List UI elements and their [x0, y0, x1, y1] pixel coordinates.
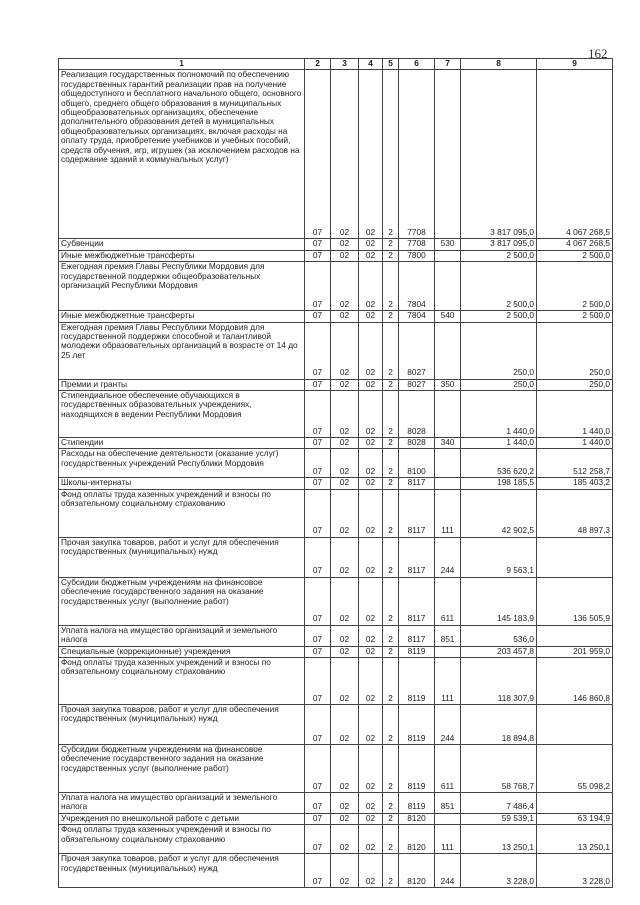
table-row	[59, 262, 613, 311]
item-code: 8119	[399, 646, 435, 657]
row-name: Школы-интернаты	[59, 478, 305, 489]
item-code: 8117	[399, 537, 435, 577]
row-name: Иные межбюджетные трансферты	[59, 250, 305, 261]
amount-year-2	[537, 705, 613, 745]
section-code: 07	[305, 311, 331, 322]
expense-type-code: 244	[435, 705, 461, 745]
amount-year-1: 42 902,5	[461, 489, 537, 537]
row-name: Иные межбюджетные трансферты	[59, 311, 305, 322]
table-row	[59, 322, 613, 379]
subprogram-code: 2	[383, 577, 399, 625]
table-row	[59, 438, 613, 449]
column-header: 1	[59, 59, 305, 70]
section-code: 07	[305, 658, 331, 705]
program-code: 02	[359, 489, 383, 537]
subprogram-code: 2	[383, 262, 399, 311]
amount-year-2: 55 098,2	[537, 745, 613, 793]
subprogram-code: 2	[383, 537, 399, 577]
program-code: 02	[359, 70, 383, 239]
section-code: 07	[305, 705, 331, 745]
section-code: 07	[305, 813, 331, 824]
row-name: Стипендиальное обеспечение обучающихся в государственных образовательных учреждениях, находящихся в ведении Республики Мордовия	[59, 391, 305, 438]
item-code: 7800	[399, 250, 435, 261]
table-row	[59, 705, 613, 745]
amount-year-1: 59 539,1	[461, 813, 537, 824]
table-row	[59, 658, 613, 705]
subsection-code: 02	[331, 489, 359, 537]
amount-year-1: 118 307,9	[461, 658, 537, 705]
program-code: 02	[359, 379, 383, 390]
amount-year-2: 4 067 268,5	[537, 70, 613, 239]
subsection-code: 02	[331, 438, 359, 449]
program-code: 02	[359, 646, 383, 657]
column-header: 3	[331, 59, 359, 70]
subprogram-code: 2	[383, 745, 399, 793]
budget-table	[58, 58, 613, 888]
amount-year-2: 512 258,7	[537, 449, 613, 478]
amount-year-1: 3 228,0	[461, 854, 537, 888]
subsection-code: 02	[331, 449, 359, 478]
expense-type-code	[435, 449, 461, 478]
page-number: 162	[588, 46, 608, 61]
expense-type-code: 851	[435, 625, 461, 646]
subprogram-code: 2	[383, 658, 399, 705]
expense-type-code	[435, 391, 461, 438]
item-code: 8117	[399, 489, 435, 537]
amount-year-2: 2 500,0	[537, 262, 613, 311]
section-code: 07	[305, 825, 331, 854]
row-name: Прочая закупка товаров, работ и услуг для обеспечения государственных (муниципальных) нужд	[59, 537, 305, 577]
program-code: 02	[359, 658, 383, 705]
row-name: Субсидии бюджетным учреждениям на финансовое обеспечение государственного задания на оказание государственных услуг (выполнение работ)	[59, 577, 305, 625]
row-name: Субсидии бюджетным учреждениям на финансовое обеспечение государственного задания на оказание государственных услуг (выполнение работ)	[59, 745, 305, 793]
section-code: 07	[305, 449, 331, 478]
section-code: 07	[305, 577, 331, 625]
row-name: Специальные (коррекционные) учреждения	[59, 646, 305, 657]
item-code: 7708	[399, 239, 435, 250]
table-row	[59, 854, 613, 888]
amount-year-2: 250,0	[537, 379, 613, 390]
subsection-code: 02	[331, 705, 359, 745]
expense-type-code	[435, 813, 461, 824]
amount-year-2: 250,0	[537, 322, 613, 379]
subprogram-code: 2	[383, 793, 399, 814]
expense-type-code: 851	[435, 793, 461, 814]
amount-year-2: 185 403,2	[537, 478, 613, 489]
amount-year-2	[537, 625, 613, 646]
table-row	[59, 449, 613, 478]
amount-year-2: 2 500,0	[537, 250, 613, 261]
subsection-code: 02	[331, 70, 359, 239]
section-code: 07	[305, 239, 331, 250]
subprogram-code: 2	[383, 489, 399, 537]
item-code: 8028	[399, 391, 435, 438]
section-code: 07	[305, 854, 331, 888]
subprogram-code: 2	[383, 478, 399, 489]
amount-year-1: 250,0	[461, 322, 537, 379]
table-row	[59, 478, 613, 489]
amount-year-2: 63 194,9	[537, 813, 613, 824]
row-name: Ежегодная премия Главы Республики Мордовия для государственной поддержки способной и талантливой молодежи образовательных организаций в возрасте от 14 до 25 лет	[59, 322, 305, 379]
expense-type-code: 350	[435, 379, 461, 390]
amount-year-1: 3 817 095,0	[461, 239, 537, 250]
amount-year-1: 250,0	[461, 379, 537, 390]
subprogram-code: 2	[383, 854, 399, 888]
subsection-code: 02	[331, 322, 359, 379]
program-code: 02	[359, 793, 383, 814]
subsection-code: 02	[331, 854, 359, 888]
table-row	[59, 311, 613, 322]
item-code: 8119	[399, 705, 435, 745]
subsection-code: 02	[331, 793, 359, 814]
program-code: 02	[359, 239, 383, 250]
item-code: 8119	[399, 793, 435, 814]
subprogram-code: 2	[383, 379, 399, 390]
section-code: 07	[305, 379, 331, 390]
amount-year-2: 201 959,0	[537, 646, 613, 657]
amount-year-2: 13 250,1	[537, 825, 613, 854]
subsection-code: 02	[331, 658, 359, 705]
amount-year-1: 536 620,2	[461, 449, 537, 478]
amount-year-1: 198 185,5	[461, 478, 537, 489]
program-code: 02	[359, 391, 383, 438]
amount-year-2: 146 860,8	[537, 658, 613, 705]
program-code: 02	[359, 854, 383, 888]
amount-year-1: 7 486,4	[461, 793, 537, 814]
subprogram-code: 2	[383, 311, 399, 322]
program-code: 02	[359, 705, 383, 745]
expense-type-code: 111	[435, 658, 461, 705]
expense-type-code	[435, 478, 461, 489]
subprogram-code: 2	[383, 813, 399, 824]
section-code: 07	[305, 478, 331, 489]
section-code: 07	[305, 262, 331, 311]
subsection-code: 02	[331, 239, 359, 250]
subprogram-code: 2	[383, 646, 399, 657]
subsection-code: 02	[331, 813, 359, 824]
amount-year-2	[537, 793, 613, 814]
program-code: 02	[359, 577, 383, 625]
row-name: Премии и гранты	[59, 379, 305, 390]
row-name: Уплата налога на имущество организаций и земельного налога	[59, 625, 305, 646]
subsection-code: 02	[331, 379, 359, 390]
amount-year-2: 4 067 268,5	[537, 239, 613, 250]
row-name: Учреждения по внешкольной работе с детьми	[59, 813, 305, 824]
table-header-row	[59, 59, 613, 70]
item-code: 8117	[399, 577, 435, 625]
row-name: Стипендии	[59, 438, 305, 449]
amount-year-1: 203 457,8	[461, 646, 537, 657]
program-code: 02	[359, 813, 383, 824]
table-row	[59, 577, 613, 625]
amount-year-1: 58 768,7	[461, 745, 537, 793]
table-row	[59, 625, 613, 646]
section-code: 07	[305, 391, 331, 438]
subsection-code: 02	[331, 537, 359, 577]
subsection-code: 02	[331, 250, 359, 261]
program-code: 02	[359, 262, 383, 311]
amount-year-1: 2 500,0	[461, 262, 537, 311]
expense-type-code	[435, 70, 461, 239]
amount-year-1: 13 250,1	[461, 825, 537, 854]
program-code: 02	[359, 250, 383, 261]
table-row	[59, 70, 613, 239]
item-code: 8119	[399, 745, 435, 793]
expense-type-code	[435, 250, 461, 261]
subsection-code: 02	[331, 391, 359, 438]
section-code: 07	[305, 625, 331, 646]
expense-type-code: 530	[435, 239, 461, 250]
expense-type-code: 244	[435, 537, 461, 577]
subprogram-code: 2	[383, 825, 399, 854]
program-code: 02	[359, 311, 383, 322]
table-row	[59, 379, 613, 390]
program-code: 02	[359, 625, 383, 646]
item-code: 8119	[399, 658, 435, 705]
program-code: 02	[359, 745, 383, 793]
section-code: 07	[305, 250, 331, 261]
section-code: 07	[305, 322, 331, 379]
amount-year-1: 2 500,0	[461, 311, 537, 322]
row-name: Реализация государственных полномочий по обеспечению государственных гарантий реализации прав на получение общедоступного и бесплатного начального общего, основного общего, среднего общего образования в муниципальных общеобразовательных организациях, обеспечение дополнительного образования детей в муниципальных общеобразовательных организациях, включая расходы на оплату труда, приобретение учебников и учебных пособий, средств обучения, игр, игрушек (за исключением расходов на содержание зданий и коммунальных услуг)	[59, 70, 305, 239]
item-code: 8028	[399, 438, 435, 449]
subprogram-code: 2	[383, 250, 399, 261]
amount-year-2: 1 440,0	[537, 438, 613, 449]
expense-type-code: 244	[435, 854, 461, 888]
table-row	[59, 537, 613, 577]
item-code: 8120	[399, 854, 435, 888]
row-name: Уплата налога на имущество организаций и земельного налога	[59, 793, 305, 814]
amount-year-2: 1 440,0	[537, 391, 613, 438]
subprogram-code: 2	[383, 322, 399, 379]
subsection-code: 02	[331, 311, 359, 322]
program-code: 02	[359, 438, 383, 449]
subsection-code: 02	[331, 625, 359, 646]
subsection-code: 02	[331, 262, 359, 311]
column-header: 8	[461, 59, 537, 70]
amount-year-1: 536,0	[461, 625, 537, 646]
section-code: 07	[305, 793, 331, 814]
subsection-code: 02	[331, 825, 359, 854]
program-code: 02	[359, 537, 383, 577]
subprogram-code: 2	[383, 438, 399, 449]
amount-year-1: 145 183,9	[461, 577, 537, 625]
program-code: 02	[359, 322, 383, 379]
table-row	[59, 793, 613, 814]
table-row	[59, 239, 613, 250]
program-code: 02	[359, 449, 383, 478]
amount-year-1: 1 440,0	[461, 391, 537, 438]
table-row	[59, 646, 613, 657]
column-header: 5	[383, 59, 399, 70]
item-code: 8117	[399, 478, 435, 489]
table-row	[59, 250, 613, 261]
item-code: 8120	[399, 825, 435, 854]
expense-type-code: 611	[435, 745, 461, 793]
amount-year-2: 48 897,3	[537, 489, 613, 537]
expense-type-code	[435, 646, 461, 657]
subsection-code: 02	[331, 646, 359, 657]
subsection-code: 02	[331, 478, 359, 489]
program-code: 02	[359, 478, 383, 489]
item-code: 8027	[399, 379, 435, 390]
section-code: 07	[305, 537, 331, 577]
column-header: 7	[435, 59, 461, 70]
subprogram-code: 2	[383, 625, 399, 646]
table-row	[59, 489, 613, 537]
row-name: Ежегодная премия Главы Республики Мордовия для государственной поддержки общеобразовательных организаций Республики Мордовия	[59, 262, 305, 311]
amount-year-1: 3 817 095,0	[461, 70, 537, 239]
item-code: 8117	[399, 625, 435, 646]
table-row	[59, 813, 613, 824]
item-code: 8027	[399, 322, 435, 379]
column-header: 6	[399, 59, 435, 70]
row-name: Расходы на обеспечение деятельности (оказание услуг) государственных учреждений Республики Мордовия	[59, 449, 305, 478]
subsection-code: 02	[331, 745, 359, 793]
amount-year-1: 18 894,8	[461, 705, 537, 745]
table-row	[59, 391, 613, 438]
expense-type-code	[435, 322, 461, 379]
section-code: 07	[305, 745, 331, 793]
row-name: Субвенции	[59, 239, 305, 250]
row-name: Прочая закупка товаров, работ и услуг для обеспечения государственных (муниципальных) нужд	[59, 854, 305, 888]
column-header: 2	[305, 59, 331, 70]
row-name: Прочая закупка товаров, работ и услуг для обеспечения государственных (муниципальных) нужд	[59, 705, 305, 745]
item-code: 7804	[399, 262, 435, 311]
item-code: 7708	[399, 70, 435, 239]
subprogram-code: 2	[383, 70, 399, 239]
column-header: 4	[359, 59, 383, 70]
row-name: Фонд оплаты труда казенных учреждений и взносы по обязательному социальному страхованию	[59, 489, 305, 537]
subprogram-code: 2	[383, 705, 399, 745]
item-code: 8120	[399, 813, 435, 824]
section-code: 07	[305, 70, 331, 239]
section-code: 07	[305, 489, 331, 537]
amount-year-2: 136 505,9	[537, 577, 613, 625]
subprogram-code: 2	[383, 449, 399, 478]
amount-year-1: 9 563,1	[461, 537, 537, 577]
expense-type-code: 340	[435, 438, 461, 449]
expense-type-code: 611	[435, 577, 461, 625]
column-header: 9	[537, 59, 613, 70]
item-code: 7804	[399, 311, 435, 322]
program-code: 02	[359, 825, 383, 854]
row-name: Фонд оплаты труда казенных учреждений и взносы по обязательному социальному страхованию	[59, 658, 305, 705]
expense-type-code: 111	[435, 825, 461, 854]
amount-year-1: 2 500,0	[461, 250, 537, 261]
subprogram-code: 2	[383, 239, 399, 250]
table-row	[59, 745, 613, 793]
row-name: Фонд оплаты труда казенных учреждений и взносы по обязательному социальному страхованию	[59, 825, 305, 854]
item-code: 8100	[399, 449, 435, 478]
amount-year-2: 2 500,0	[537, 311, 613, 322]
expense-type-code: 111	[435, 489, 461, 537]
subsection-code: 02	[331, 577, 359, 625]
section-code: 07	[305, 646, 331, 657]
amount-year-1: 1 440,0	[461, 438, 537, 449]
amount-year-2	[537, 537, 613, 577]
section-code: 07	[305, 438, 331, 449]
expense-type-code	[435, 262, 461, 311]
table-row	[59, 825, 613, 854]
subprogram-code: 2	[383, 391, 399, 438]
amount-year-2: 3 228,0	[537, 854, 613, 888]
expense-type-code: 540	[435, 311, 461, 322]
